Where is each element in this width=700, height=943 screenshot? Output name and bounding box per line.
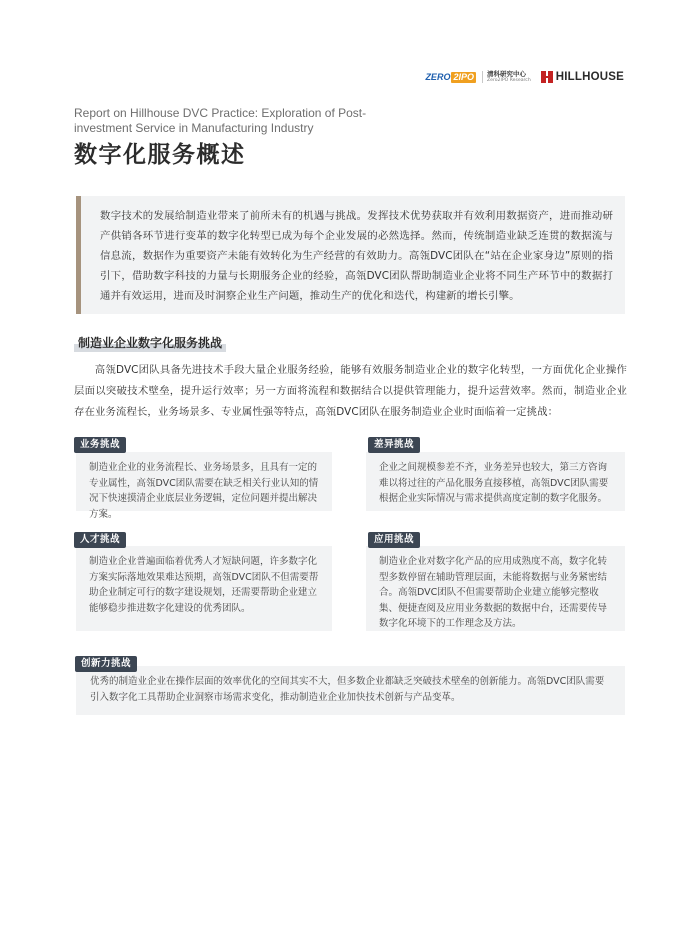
hillhouse-logo <box>541 71 624 83</box>
zero2ipo-logo <box>425 72 476 83</box>
challenge-tag-talent: 人才挑战 <box>74 532 126 548</box>
challenge-text-business: 制造业企业的业务流程长、业务场景多，且具有一定的专业属性，高瓴DVC团队需要在缺乏相关行业认知的情况下快速摸清企业底层业务逻辑，定位问题并提出解决方案。 <box>89 462 319 520</box>
zero2ipo-logo-ipo: 2IPO <box>453 71 474 82</box>
intro-box <box>76 196 625 314</box>
challenge-card-innovation <box>76 666 625 715</box>
header-logos <box>425 68 624 86</box>
challenge-text-difference: 企业之间规模参差不齐，业务差异也较大，第三方咨询难以将过往的产品化服务直接移植，高瓴DVC团队需要根据企业实际情况与需求提供高度定制的数字化服务。 <box>379 462 609 504</box>
hillhouse-mark-icon <box>541 71 553 83</box>
challenge-card-talent <box>76 546 332 631</box>
report-title-en: Report on Hillhouse DVC Practice: Exploration of Post-investment Service in Manufacturing Industry <box>74 106 367 135</box>
challenge-tag-business: 业务挑战 <box>74 437 126 453</box>
zero2ipo-logo-zero: ZERO <box>425 71 451 82</box>
challenge-card-application <box>366 546 625 631</box>
challenge-text-talent: 制造业企业普遍面临着优秀人才短缺问题，许多数字化方案实际落地效果难达预期，高瓴DVC团队不但需要帮助企业制定可行的数字建设规划，还需要帮助企业建立能够稳步推进数字化建设的优秀团队。 <box>89 556 319 614</box>
challenge-text-innovation: 优秀的制造业企业在操作层面的效率优化的空间其实不大，但多数企业都缺乏突破技术壁垒的创新能力。高瓴DVC团队需要引入数字化工具帮助企业洞察市场需求变化，推动制造业企业加快技术创新与产品变革。 <box>90 676 605 703</box>
challenge-tag-difference: 差异挑战 <box>368 437 420 453</box>
challenge-card-business <box>76 452 332 520</box>
challenge-tag-application: 应用挑战 <box>368 532 420 548</box>
challenge-tag-innovation: 创新力挑战 <box>75 656 137 672</box>
zero2ipo-research-logo <box>482 71 531 83</box>
challenge-text-application: 制造业企业对数字化产品的应用成熟度不高，数字化转型多数停留在辅助管理层面，未能将数据与业务紧密结合。高瓴DVC团队不但需要帮助企业建立能够完整收集、便捷查阅及应用业务数据的数据中台，还需要传导数字化环境下的工作理念及方法。 <box>379 556 608 629</box>
section-body: 高瓴DVC团队具备先进技术手段大量企业服务经验，能够有效服务制造业企业的数字化转型，一方面优化企业操作层面以突破技术壁垒，提升运行效率；另一方面将流程和数据结合以提供管理能力，提升运营效率。然而，制造业企业存在业务流程长，业务场景多、专业属性强等特点，高瓴DVC团队在服务制造业企业时面临着一定挑战： <box>74 364 627 418</box>
challenge-card-difference <box>366 452 625 511</box>
page-title: 数字化服务概述 <box>74 142 246 168</box>
section-heading: 制造业企业数字化服务挑战 <box>74 334 226 352</box>
hillhouse-wordmark: HILLHOUSE <box>555 71 624 83</box>
zero2ipo-research-en: Zero2IPO Research <box>486 78 531 84</box>
intro-text: 数字技术的发展给制造业带来了前所未有的机遇与挑战。发挥技术优势获取并有效利用数据资产，进而推动研产供销各环节进行变革的数字化转型已成为每个企业发展的必然选择。然而，传统制造业缺乏连贯的数据流与信息流，数据作为重要资产未能有效转化为生产经营的有效助力。高瓴DVC团队在“站在企业家身边”原则的指引下，借助数字科技的力量与长期服务企业的经验，高瓴DVC团队帮助制造业企业将不同生产环节中的数据打通并有效运用，进而及时洞察企业生产问题，推动生产的优化和迭代，构建新的增长引擎。 <box>100 210 613 302</box>
zero2ipo-research-cn: 清科研究中心 <box>486 69 526 78</box>
